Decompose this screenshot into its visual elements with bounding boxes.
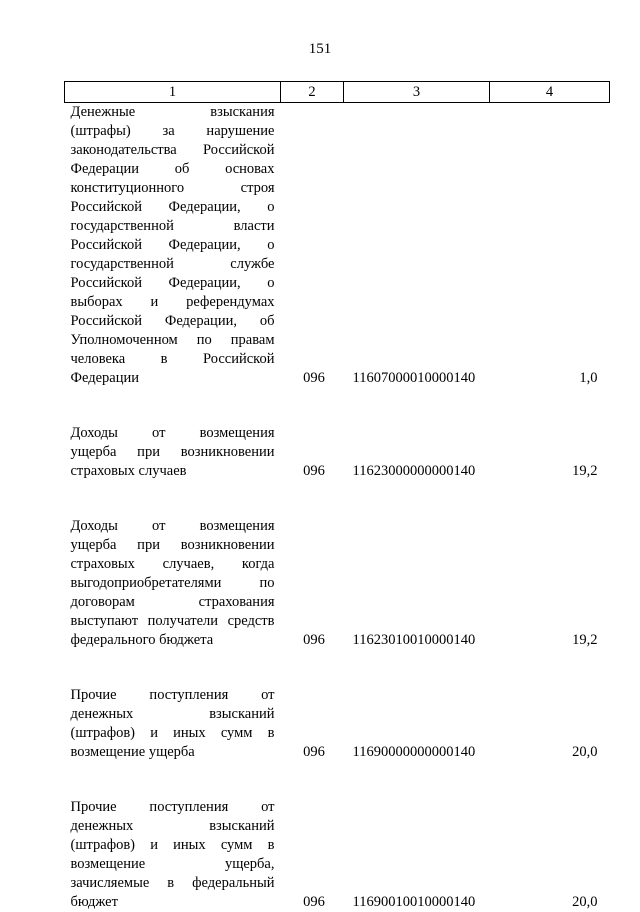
table-row [65, 517, 610, 650]
description-line: выступают получатели средств [71, 612, 275, 631]
description-line: законодательства Российской [71, 141, 275, 160]
administrator-code: 096 [281, 517, 344, 650]
budget-classification-code: 11607000010000140 [344, 103, 490, 389]
description-line: выборах и референдумах [71, 293, 275, 312]
description-line: договорам страхования [71, 593, 275, 612]
column-header-2: 2 [281, 82, 344, 103]
description-line: Российской Федерации, об [71, 312, 275, 331]
administrator-code: 096 [281, 103, 344, 389]
amount-value: 20,0 [490, 686, 610, 762]
budget-classification-code: 11690010010000140 [344, 798, 490, 912]
description-line: Уполномоченном по правам [71, 331, 275, 350]
amount-value: 19,2 [490, 517, 610, 650]
budget-classification-code: 11623000000000140 [344, 424, 490, 481]
budget-classification-code: 11690000000000140 [344, 686, 490, 762]
description-line: конституционного строя [71, 179, 275, 198]
description-line: Прочие поступления от [71, 798, 275, 817]
description-line: государственной службе [71, 255, 275, 274]
row-spacer [65, 388, 610, 424]
table-body [65, 103, 610, 912]
description-line: денежных взысканий [71, 817, 275, 836]
description-line: ущерба при возникновении [71, 443, 275, 462]
description-line: (штрафов) и иных сумм в [71, 836, 275, 855]
description-line: (штрафы) за нарушение [71, 122, 275, 141]
administrator-code: 096 [281, 424, 344, 481]
description-line: федерального бюджета [71, 631, 275, 650]
description-line: зачисляемые в федеральный [71, 874, 275, 893]
table-header-row [65, 82, 610, 103]
description-line: Федерации [71, 369, 275, 388]
column-header-3: 3 [344, 82, 490, 103]
description-line: ущерба при возникновении [71, 536, 275, 555]
description-line: Денежные взыскания [71, 103, 275, 122]
row-spacer [65, 481, 610, 517]
description-line: возмещение ущерба, [71, 855, 275, 874]
row-spacer [65, 762, 610, 798]
table-row [65, 103, 610, 389]
description-line: (штрафов) и иных сумм в [71, 724, 275, 743]
amount-value: 1,0 [490, 103, 610, 389]
amount-value: 20,0 [490, 798, 610, 912]
description-line: Федерации об основах [71, 160, 275, 179]
description-line: денежных взысканий [71, 705, 275, 724]
column-header-1: 1 [65, 82, 281, 103]
row-spacer [65, 650, 610, 686]
revenue-table [64, 81, 610, 912]
description-line: человека в Российской [71, 350, 275, 369]
description-line: Прочие поступления от [71, 686, 275, 705]
revenue-description [65, 103, 281, 389]
description-line: государственной власти [71, 217, 275, 236]
revenue-description [65, 424, 281, 481]
table-row [65, 798, 610, 912]
description-line: Доходы от возмещения [71, 424, 275, 443]
description-line: бюджет [71, 893, 275, 912]
description-line: Российской Федерации, о [71, 274, 275, 293]
administrator-code: 096 [281, 798, 344, 912]
description-line: Российской Федерации, о [71, 198, 275, 217]
budget-classification-code: 11623010010000140 [344, 517, 490, 650]
description-line: страховых случаев [71, 462, 275, 481]
description-line: возмещение ущерба [71, 743, 275, 762]
column-header-4: 4 [490, 82, 610, 103]
description-line: Доходы от возмещения [71, 517, 275, 536]
table-row [65, 686, 610, 762]
description-line: выгодоприобретателями по [71, 574, 275, 593]
revenue-description [65, 517, 281, 650]
description-line: страховых случаев, когда [71, 555, 275, 574]
revenue-description [65, 686, 281, 762]
revenue-description [65, 798, 281, 912]
description-line: Российской Федерации, о [71, 236, 275, 255]
administrator-code: 096 [281, 686, 344, 762]
table-row [65, 424, 610, 481]
page-number: 151 [0, 41, 640, 58]
amount-value: 19,2 [490, 424, 610, 481]
